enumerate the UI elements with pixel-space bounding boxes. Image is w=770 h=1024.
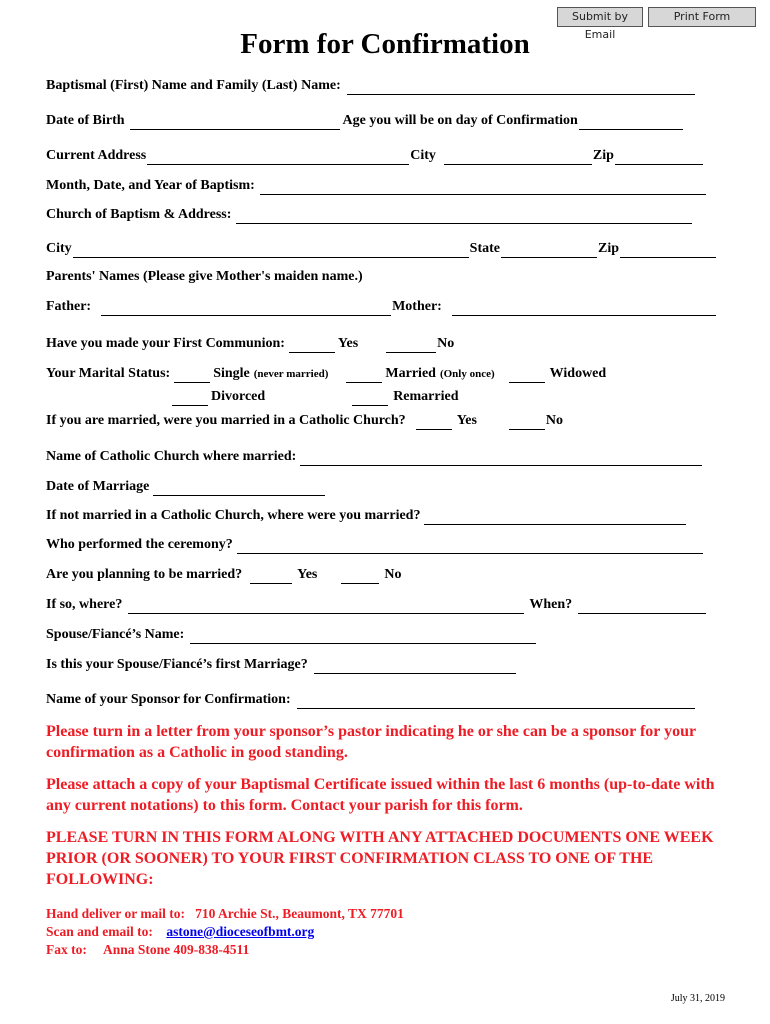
marital-row [46,365,736,383]
where-when-row [46,596,736,614]
spouse-row [46,626,736,644]
single-field[interactable] [174,368,210,383]
church-married-row [46,448,736,466]
divorced-label: Divorced [211,389,266,404]
turn-in-notice: PLEASE TURN IN THIS FORM ALONG WITH ANY ATTACHED DOCUMENTS ONE WEEK PRIOR (OR SOONER) TO YOUR FIRST CONFIRMATION CLASS TO ONE OF THE FOLLOWING: [46,829,714,888]
fax-label: Fax to: [46,942,87,957]
not-catholic-row [46,507,736,525]
communion-no-label: No [437,336,455,351]
where-label: If so, where? [46,597,123,612]
parents-row [46,268,736,286]
scan-email-label: Scan and email to: [46,924,153,939]
zip2-label: Zip [598,241,620,256]
city2-field[interactable] [73,243,469,258]
address-row [46,147,736,165]
spouse-field[interactable] [190,629,536,644]
father-label: Father: [46,299,92,314]
sponsor-label: Name of your Sponsor for Confirmation: [46,692,291,707]
address-field[interactable] [147,150,409,165]
dob-field[interactable] [130,115,340,130]
divorced-field[interactable] [172,391,208,406]
catholic-no-label: No [545,413,564,428]
widowed-field[interactable] [509,368,545,383]
single-note: (never married) [253,368,329,380]
planning-yes-field[interactable] [250,569,292,584]
church-row [46,206,736,224]
baptismal-certificate-notice: Please attach a copy of your Baptismal Certificate issued within the last 6 months (up-to-date with any current notations) to this form. Contact your parish for this form. [46,776,715,814]
father-mother-row [46,298,736,316]
church-married-label: Name of Catholic Church where married: [46,449,297,464]
ceremony-field[interactable] [237,539,703,554]
dob-label: Date of Birth [46,113,125,128]
zip2-field[interactable] [620,243,716,258]
first-marriage-label: Is this your Spouse/Fiancé’s first Marriage? [46,657,308,672]
remarried-label: Remarried [393,389,459,404]
city-state-row [46,240,736,258]
name-label: Baptismal (First) Name and Family (Last) Name: [46,78,341,93]
planning-yes-label: Yes [297,567,318,582]
age-label: Age you will be on day of Confirmation [342,113,578,128]
church-married-field[interactable] [300,451,702,466]
married-label: Married [385,366,436,381]
not-catholic-field[interactable] [424,510,686,525]
mother-field[interactable] [452,301,716,316]
marriage-date-label: Date of Marriage [46,479,150,494]
sponsor-field[interactable] [297,694,695,709]
footer-date: July 31, 2019 [670,993,725,1004]
name-field[interactable] [347,80,695,95]
mother-label: Mother: [392,299,442,314]
state-field[interactable] [501,243,597,258]
planning-no-label: No [384,567,402,582]
communion-yes-label: Yes [337,336,359,351]
state-label: State [469,241,500,256]
hand-deliver-address: 710 Archie St., Beaumont, TX 77701 [195,906,404,921]
spouse-label: Spouse/Fiancé’s Name: [46,627,185,642]
catholic-married-row [46,412,736,430]
submit-by-email-button[interactable]: Submit by Email [557,7,643,27]
age-field[interactable] [579,115,683,130]
baptism-date-label: Month, Date, and Year of Baptism: [46,178,255,193]
zip-field[interactable] [615,150,703,165]
church-field[interactable] [236,209,692,224]
planning-row [46,566,736,584]
church-label: Church of Baptism & Address: [46,207,232,222]
fax-line [46,940,249,959]
hand-deliver-label: Hand deliver or mail to: [46,906,185,921]
parents-label: Parents' Names (Please give Mother's maiden name.) [46,269,363,284]
catholic-no-field[interactable] [509,415,545,430]
marital-row-2 [46,388,736,406]
single-label: Single [213,366,250,381]
not-catholic-label: If not married in a Catholic Church, where were you married? [46,508,421,523]
city-label: City [410,148,436,163]
when-label: When? [529,597,573,612]
communion-yes-field[interactable] [289,338,335,353]
city2-label: City [46,241,72,256]
sponsor-row [46,691,736,709]
communion-no-field[interactable] [386,338,436,353]
remarried-field[interactable] [352,391,388,406]
dob-row [46,112,736,130]
baptism-date-row [46,177,736,195]
address-label: Current Address [46,148,147,163]
marital-label: Your Marital Status: [46,366,171,381]
married-note: (Only once) [439,368,495,380]
email-link[interactable]: astone@dioceseofbmt.org [166,924,315,939]
catholic-yes-label: Yes [456,413,477,428]
name-row [46,77,736,95]
planning-no-field[interactable] [341,569,379,584]
marriage-date-field[interactable] [153,481,325,496]
zip-label: Zip [592,148,614,163]
first-marriage-field[interactable] [314,659,516,674]
sponsor-letter-notice: Please turn in a letter from your sponsor’s pastor indicating he or she can be a sponsor for your confirmation as a Catholic in good standing. [46,723,696,761]
fax-value: Anna Stone 409-838-4511 [103,942,250,957]
first-marriage-row [46,656,736,674]
ceremony-row [46,536,736,554]
widowed-label: Widowed [549,366,607,381]
married-field[interactable] [346,368,382,383]
print-form-button[interactable]: Print Form [648,7,756,27]
communion-row [46,335,736,353]
hand-deliver-line [46,904,404,923]
father-field[interactable] [101,301,391,316]
catholic-married-label: If you are married, were you married in a Catholic Church? [46,413,406,428]
baptism-date-field[interactable] [260,180,706,195]
scan-email-line [46,922,314,941]
city-field[interactable] [444,150,592,165]
communion-label: Have you made your First Communion: [46,336,285,351]
planning-label: Are you planning to be married? [46,567,243,582]
where-field[interactable] [128,599,524,614]
catholic-yes-field[interactable] [416,415,452,430]
page-title: Form for Confirmation [240,28,530,60]
marriage-date-row [46,478,736,496]
when-field[interactable] [578,599,706,614]
ceremony-label: Who performed the ceremony? [46,537,233,552]
